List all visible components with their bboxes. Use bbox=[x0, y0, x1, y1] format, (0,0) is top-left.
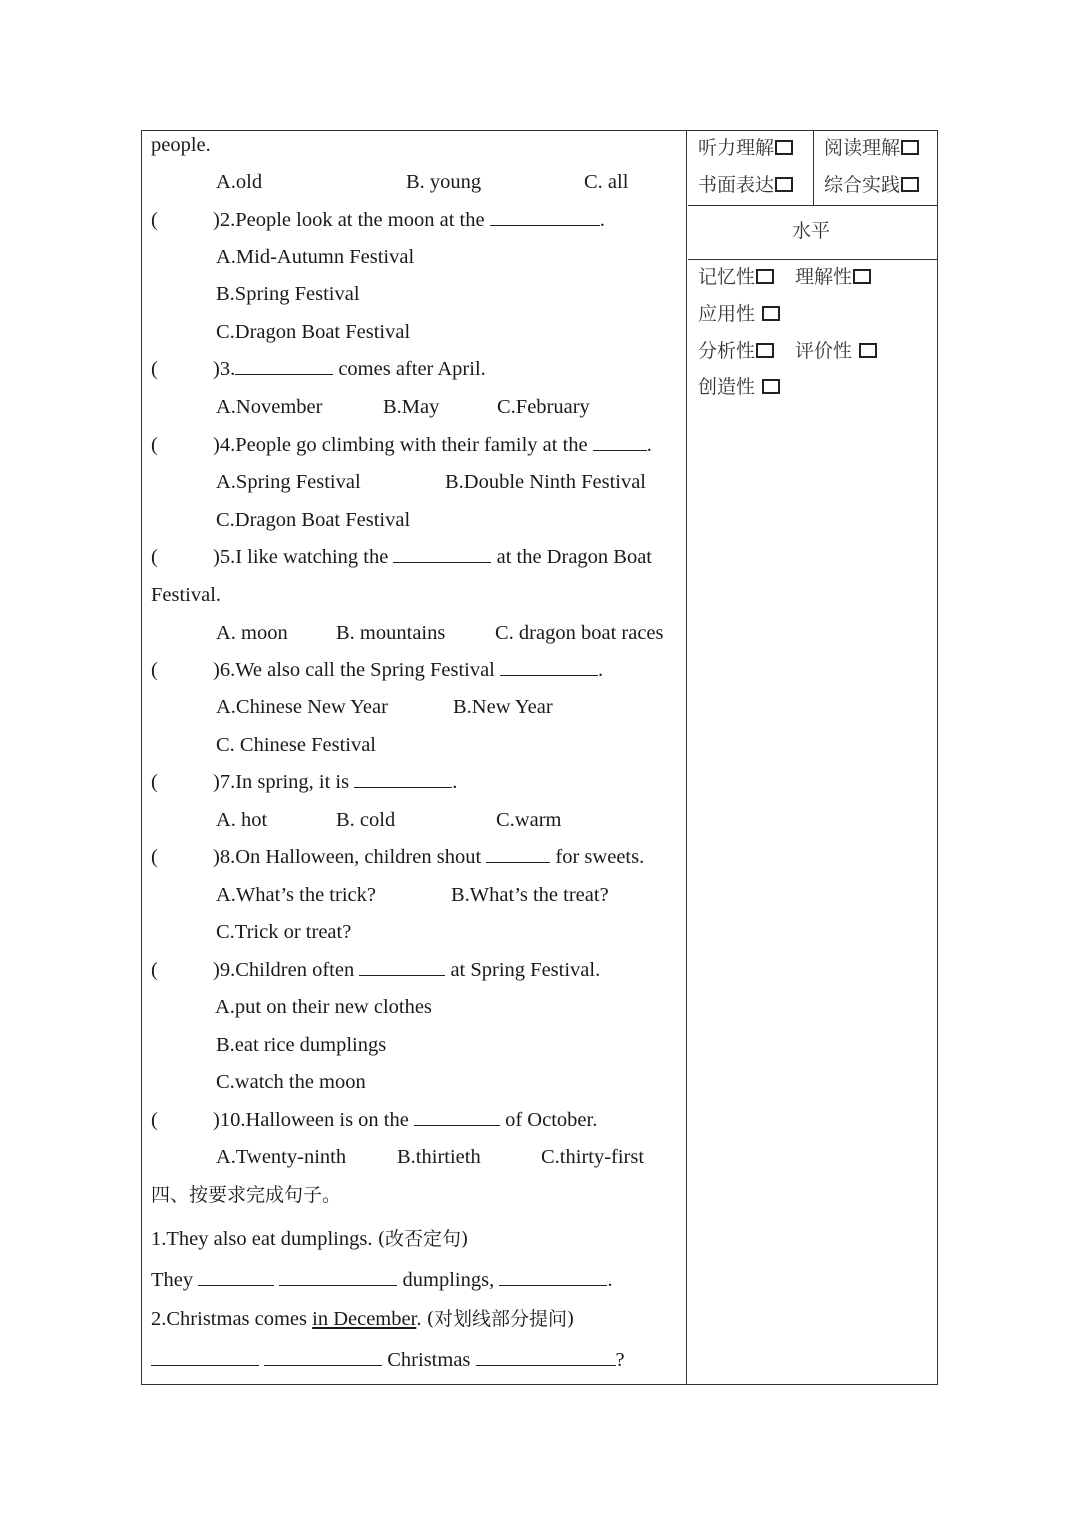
skill-reading: 阅读理解 bbox=[824, 133, 919, 160]
option-c: C. all bbox=[584, 171, 629, 193]
question-5-options: A. moon B. mountains C. dragon boat races bbox=[216, 622, 664, 644]
level-memory: 记忆性 bbox=[698, 262, 774, 289]
question-6-options: A.Chinese New Year B.New Year bbox=[216, 696, 553, 718]
checkbox[interactable] bbox=[859, 343, 877, 358]
answer-blank[interactable] bbox=[393, 542, 491, 563]
answer-blank[interactable] bbox=[476, 1345, 616, 1366]
sentence-2: 2.Christmas comes in December. (对划线部分提问) bbox=[151, 1308, 575, 1330]
question-7: ( )7.In spring, it is . bbox=[151, 767, 681, 804]
checkbox[interactable] bbox=[901, 140, 919, 155]
checkbox[interactable] bbox=[901, 177, 919, 192]
skills-bottom-line bbox=[688, 205, 938, 206]
answer-blank[interactable] bbox=[279, 1265, 397, 1286]
column-divider bbox=[686, 130, 687, 1385]
question-7-options: A. hot B. cold C.warm bbox=[216, 809, 562, 831]
level-application: 应用性 bbox=[698, 299, 780, 326]
skill-practice: 综合实践 bbox=[824, 170, 919, 197]
checkbox[interactable] bbox=[756, 343, 774, 358]
question-3: ( )3. comes after April. bbox=[151, 354, 681, 391]
sentence-2-answer: Christmas ? bbox=[151, 1345, 681, 1382]
checkbox[interactable] bbox=[756, 269, 774, 284]
checkbox[interactable] bbox=[762, 306, 780, 321]
question-2: ( )2.People look at the moon at the . bbox=[151, 205, 681, 242]
option-b: B. young bbox=[406, 171, 482, 193]
question-6: ( )6.We also call the Spring Festival . bbox=[151, 655, 681, 692]
level-analysis: 分析性 bbox=[698, 336, 774, 363]
question-3-options: A.November B.May C.February bbox=[216, 396, 590, 418]
answer-blank[interactable] bbox=[235, 354, 333, 375]
skill-listening: 听力理解 bbox=[698, 133, 793, 160]
checkbox[interactable] bbox=[775, 177, 793, 192]
level-understanding: 理解性 bbox=[795, 262, 871, 289]
skill-writing: 书面表达 bbox=[698, 170, 793, 197]
answer-blank[interactable] bbox=[593, 430, 647, 451]
sentence-1-answer: They dumplings, . bbox=[151, 1265, 681, 1302]
question-9: ( )9.Children often at Spring Festival. bbox=[151, 955, 681, 992]
answer-blank[interactable] bbox=[500, 655, 598, 676]
question-4-options: A.Spring Festival B.Double Ninth Festival bbox=[216, 471, 647, 493]
question-10: ( )10.Halloween is on the of October. bbox=[151, 1105, 681, 1142]
checkbox[interactable] bbox=[853, 269, 871, 284]
checkbox[interactable] bbox=[775, 140, 793, 155]
question-5-continuation: Festival. bbox=[151, 584, 222, 606]
section-4-heading: 四、按要求完成句子。 bbox=[151, 1184, 342, 1206]
level-creation: 创造性 bbox=[698, 372, 780, 399]
question-8-options: A.What’s the trick? B.What’s the treat? bbox=[216, 884, 609, 906]
sentence-1: 1.They also eat dumplings. (改否定句) bbox=[151, 1228, 469, 1250]
answer-blank[interactable] bbox=[264, 1345, 382, 1366]
skills-divider bbox=[813, 130, 814, 206]
answer-blank[interactable] bbox=[354, 767, 452, 788]
answer-blank[interactable] bbox=[359, 955, 445, 976]
answer-blank[interactable] bbox=[486, 842, 550, 863]
question-10-options: A.Twenty-ninth B.thirtieth C.thirty-first bbox=[216, 1146, 645, 1168]
answer-blank[interactable] bbox=[490, 205, 600, 226]
answer-blank[interactable] bbox=[151, 1345, 259, 1366]
option-a: A.old bbox=[216, 171, 263, 193]
question-1-tail: people. bbox=[151, 134, 211, 156]
answer-blank[interactable] bbox=[198, 1265, 274, 1286]
level-evaluation: 评价性 bbox=[795, 336, 877, 363]
level-heading: 水平 bbox=[792, 220, 831, 242]
answer-blank[interactable] bbox=[414, 1105, 500, 1126]
question-5: ( )5.I like watching the at the Dragon Boat bbox=[151, 542, 681, 579]
checkbox[interactable] bbox=[762, 379, 780, 394]
answer-blank[interactable] bbox=[499, 1265, 607, 1286]
level-bottom-line bbox=[688, 259, 938, 260]
question-1-options bbox=[151, 167, 681, 204]
question-8: ( )8.On Halloween, children shout for sweets. bbox=[151, 842, 681, 879]
question-4: ( )4.People go climbing with their family at the . bbox=[151, 430, 681, 467]
